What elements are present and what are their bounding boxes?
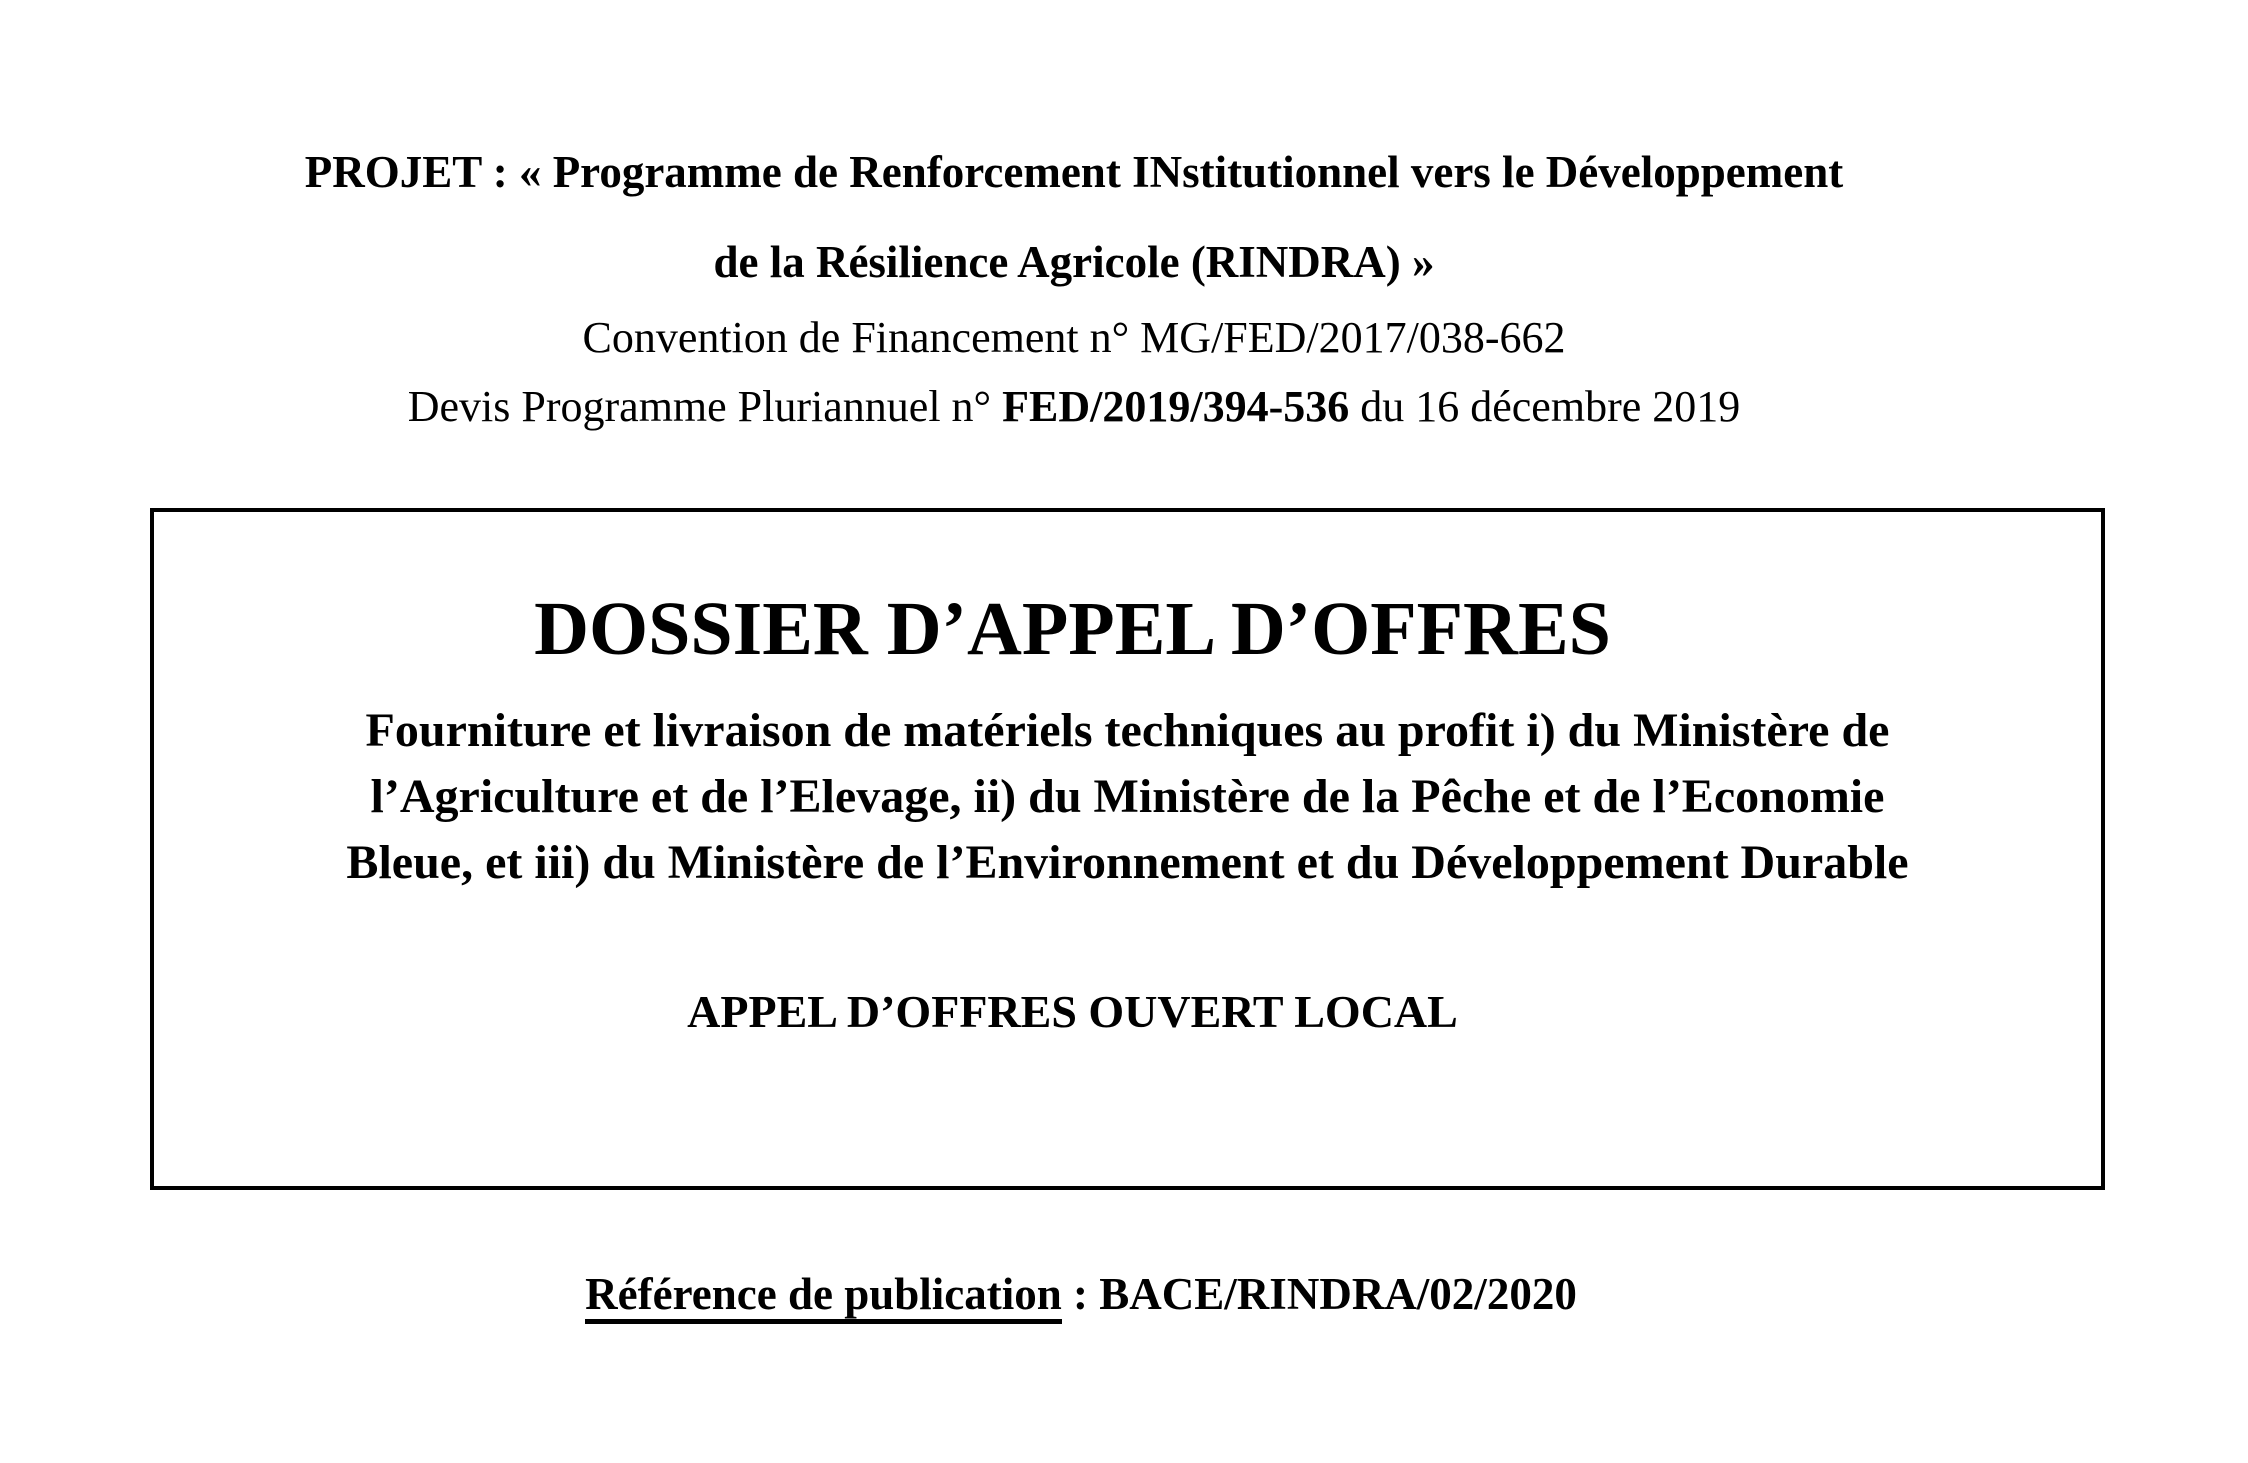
publication-reference-separator: : xyxy=(1061,1269,1100,1319)
tender-subject xyxy=(154,698,2101,896)
tender-title: DOSSIER D’APPEL D’OFFRES xyxy=(534,587,1611,671)
publication-reference-label: Référence de publication xyxy=(585,1269,1062,1324)
financing-convention-line: Convention de Financement n° MG/FED/2017/038-662 xyxy=(582,313,1566,362)
tender-procedure-type: APPEL D’OFFRES OUVERT LOCAL xyxy=(687,986,1458,1037)
project-title-line-2: de la Résilience Agricole (RINDRA) » xyxy=(713,237,1435,287)
tender-subject-line-3: Bleue, et iii) du Ministère de l’Environnement et du Développement Durable xyxy=(346,836,1909,889)
tender-subject-line-2: l’Agriculture et de l’Elevage, ii) du Ministère de la Pêche et de l’Economie xyxy=(370,770,1885,823)
publication-reference-value: BACE/RINDRA/02/2020 xyxy=(1099,1269,1577,1319)
program-estimate-number: FED/2019/394-536 xyxy=(1002,382,1350,431)
program-estimate-line xyxy=(0,381,2148,434)
program-estimate-date: du 16 décembre 2019 xyxy=(1349,382,1741,431)
tender-subject-line-1: Fourniture et livraison de matériels techniques au profit i) du Ministère de xyxy=(365,704,1890,757)
publication-reference xyxy=(0,1267,2162,1321)
project-title-line-1: PROJET : « Programme de Renforcement INstitutionnel vers le Développement xyxy=(304,147,1844,197)
tender-box xyxy=(150,508,2105,1190)
program-estimate-prefix: Devis Programme Pluriannuel n° xyxy=(407,382,1003,431)
